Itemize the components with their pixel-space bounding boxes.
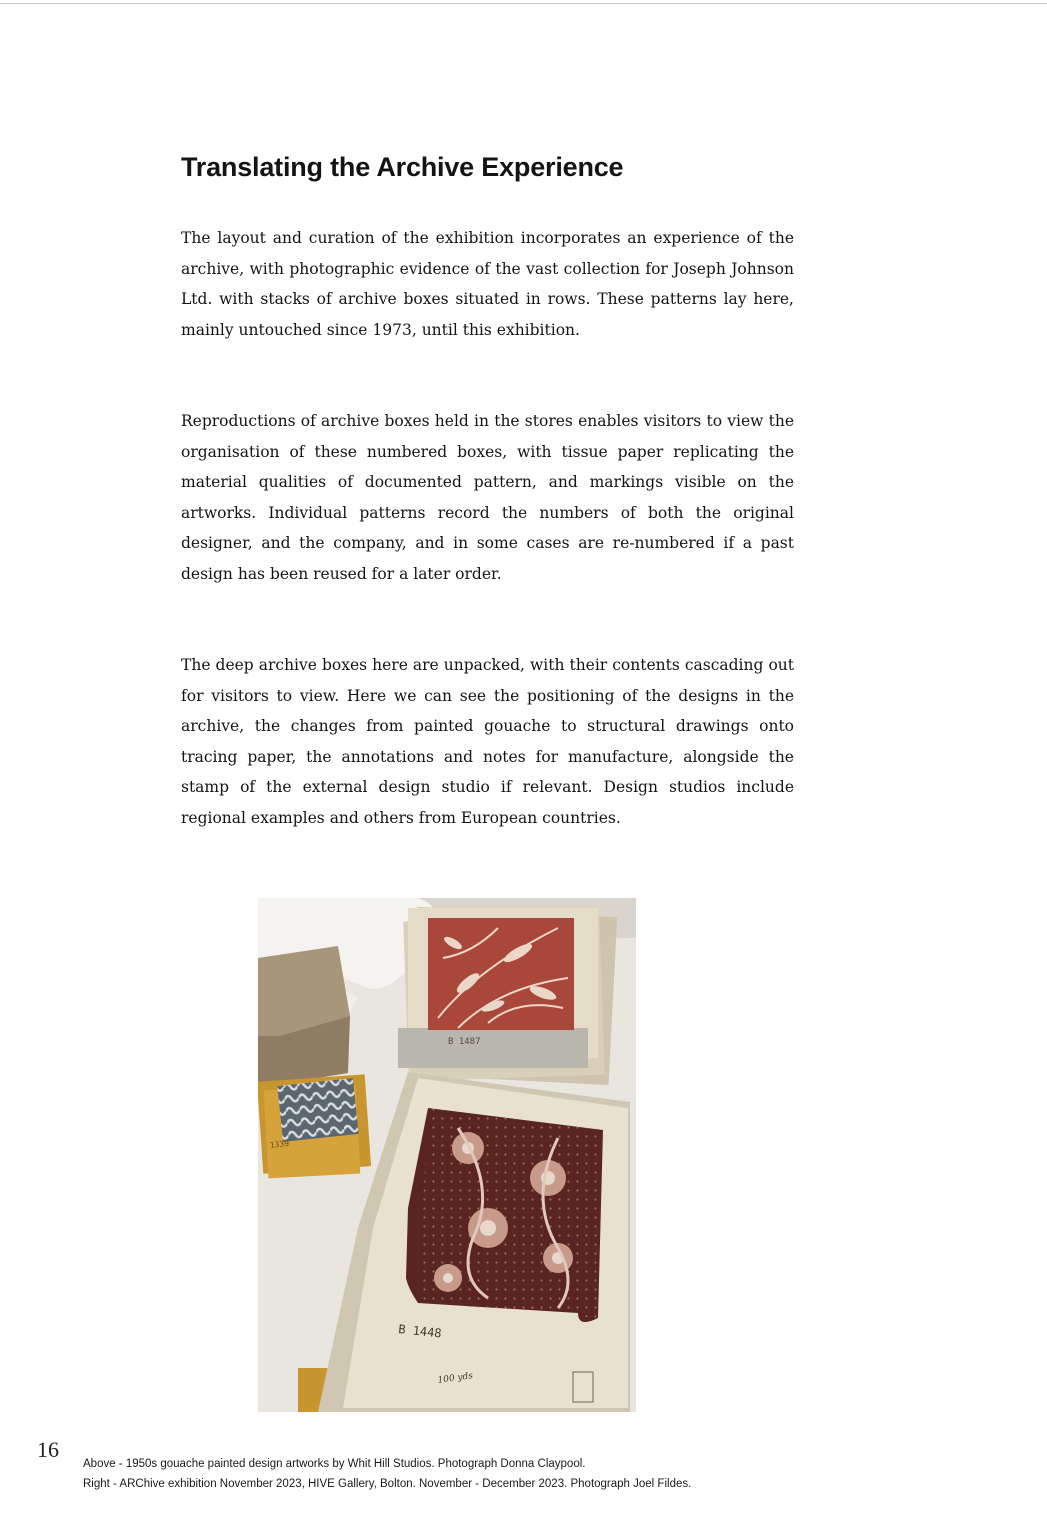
archive-box (258, 946, 350, 1088)
handwritten-note: 100 yds (437, 1371, 474, 1386)
page-number: 16 (37, 1437, 59, 1462)
paragraph-2: Reproductions of archive boxes held in the stores enables visitors to view the organisation of these numbered boxes, with tissue paper replicating the material qualities of documented pattern, and markings visible on the artworks. Individual patterns record the numbers of both the original designer, and the company, and in some cases are re-numbered if a past design has been reused for a later order. (181, 412, 794, 583)
top-rule (0, 3, 1047, 4)
caption-above: Above - 1950s gouache painted design artworks by Whit Hill Studios. Photograph Donna Claypool. (83, 1458, 586, 1470)
main-design-number: B 1448 (397, 1322, 443, 1341)
paragraph-3: The deep archive boxes here are unpacked, with their contents cascading out for visitors to view. Here we can see the positioning of the designs in the archive, the changes from painted gouache to structural drawings onto tracing paper, the annotations and notes for manufacture, alongside the stamp of the external design studio if relevant. Design studios include regional examples and others from European countries. (181, 656, 794, 827)
small-design-number: 1339 (269, 1138, 290, 1150)
paragraph-1: The layout and curation of the exhibition incorporates an experience of the archive, with photographic evidence of the vast collection for Joseph Johnson Ltd. with stacks of archive boxes situated in rows. These patterns lay here, mainly untouched since 1973, until this exhibition. (181, 229, 794, 339)
small-design-card (258, 1074, 371, 1178)
top-paper-stack (398, 907, 617, 1085)
archive-photograph (258, 898, 636, 1412)
top-design-number: B 1487 (448, 1037, 481, 1047)
caption-right: Right - ARChive exhibition November 2023, HIVE Gallery, Bolton. November - December 2023. Photograph Joel Fildes. (83, 1478, 692, 1490)
page-title: Translating the Archive Experience (181, 152, 624, 182)
